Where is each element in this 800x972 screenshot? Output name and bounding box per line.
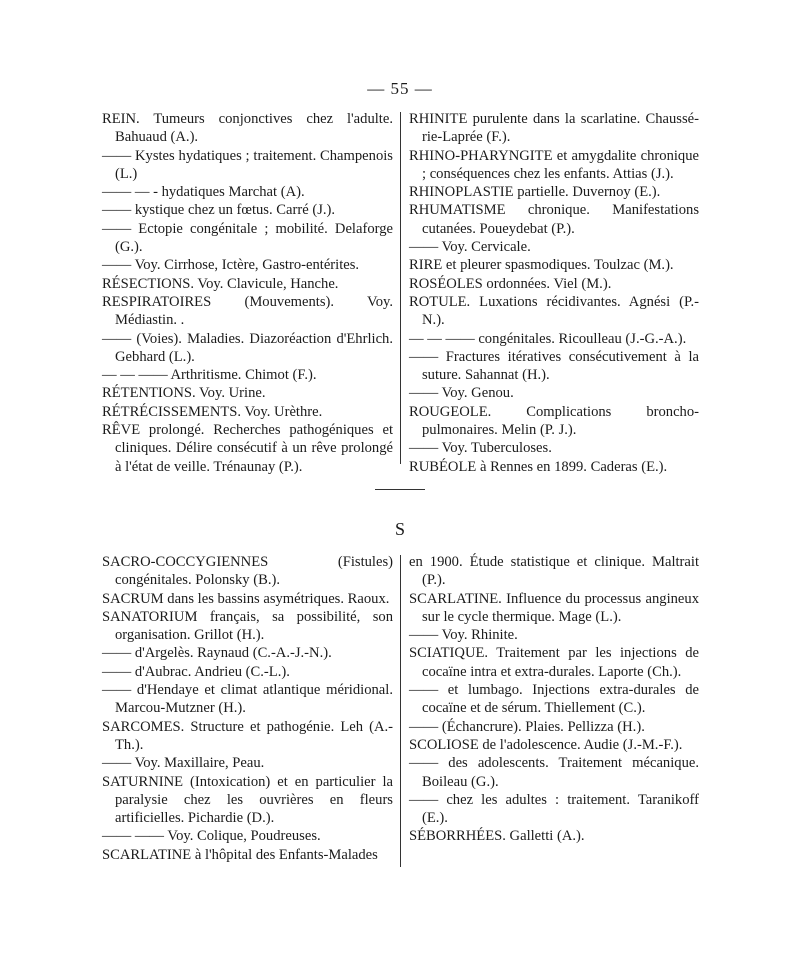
index-entry: —— Voy. Tuberculoses. bbox=[409, 440, 552, 457]
index-entry: — — —— Arthritisme. Chimot (F.). bbox=[102, 367, 317, 384]
index-entry: RHINITE purulente dans la scarlatine. Chaussé-rie-Laprée (F.). bbox=[409, 111, 699, 146]
index-entry: SCARLATINE. Influence du processus angineux sur le cycle thermique. Mage (L.). bbox=[409, 590, 699, 625]
index-entry: SANATORIUM français, sa possibilité, son organisation. Grillot (H.). bbox=[102, 608, 393, 644]
index-entry: REIN. Tumeurs conjonctives chez l'adulte. Bahuaud (A.). bbox=[102, 111, 393, 146]
index-entry: SCIATIQUE. Traitement par les injections de cocaïne intra et extra-durales. Laporte (Ch.). bbox=[409, 645, 699, 680]
index-entry: RIRE et pleurer spasmodiques. Toulzac (M.). bbox=[409, 257, 674, 274]
index-entry: RUBÉOLE à Rennes en 1899. Caderas (E.). bbox=[409, 458, 668, 475]
index-entry: —— d'Aubrac. Andrieu (C.-L.). bbox=[102, 663, 290, 680]
index-entry: —— d'Hendaye et climat atlantique méridional. Marcou-Mutzner (H.). bbox=[102, 682, 393, 717]
index-entry: RÉTENTIONS. Voy. Urine. bbox=[102, 385, 266, 402]
section-r-right-column bbox=[409, 110, 699, 476]
index-entry: —— —— Voy. Colique, Poudreuses. bbox=[102, 828, 321, 845]
index-entry: RESPIRATOIRES (Mouvements). Voy. Médiastin. . bbox=[102, 293, 393, 329]
section-letter: S bbox=[394, 519, 405, 539]
page-number: — 55 — bbox=[367, 79, 433, 98]
index-entry: SÉBORRHÉES. Galletti (A.). bbox=[409, 828, 585, 845]
index-entry: —— Voy. Maxillaire, Peau. bbox=[102, 755, 265, 772]
section-r-left-column bbox=[102, 110, 393, 476]
index-entry: —— Voy. Cirrhose, Ictère, Gastro-entérites. bbox=[102, 257, 360, 274]
index-entry: —— (Échancrure). Plaies. Pellizza (H.). bbox=[409, 718, 645, 735]
index-entry: ROSÉOLES ordonnées. Viel (M.). bbox=[409, 275, 612, 292]
index-entry: —— — - hydatiques Marchat (A). bbox=[102, 184, 305, 201]
index-entry: —— et lumbago. Injections extra-durales de cocaïne et de sérum. Thiellement (C.). bbox=[409, 682, 699, 717]
index-entry: SCARLATINE à l'hôpital des Enfants-Malades bbox=[102, 846, 378, 863]
index-entry: RHUMATISME chronique. Manifestations cutanées. Poueydebat (P.). bbox=[409, 202, 699, 237]
index-entry: —— (Voies). Maladies. Diazoréaction d'Ehrlich. Gebhard (L.). bbox=[102, 330, 393, 365]
index-entry: SARCOMES. Structure et pathogénie. Leh (A.-Th.). bbox=[102, 718, 393, 753]
index-entry: —— kystique chez un fœtus. Carré (J.). bbox=[102, 202, 336, 219]
index-entry: — — —— congénitales. Ricoulleau (J.-G.-A.). bbox=[409, 330, 687, 347]
index-entry: —— des adolescents. Traitement mécanique. Boileau (G.). bbox=[409, 755, 699, 790]
column-divider bbox=[400, 555, 401, 867]
index-entry: —— Ectopie congénitale ; mobilité. Delaforge (G.). bbox=[102, 220, 393, 256]
index-entry: RÉSECTIONS. Voy. Clavicule, Hanche. bbox=[102, 275, 339, 292]
index-entry: RÊVE prolongé. Recherches pathogéniques et cliniques. Délire consécutif à un rêve prolongé à l'état de veille. Trénaunay (P.). bbox=[102, 422, 393, 475]
index-entry: —— Kystes hydatiques ; traitement. Champenois (L.) bbox=[102, 147, 393, 182]
index-entry: ROUGEOLE. Complications broncho-pulmonaires. Melin (P. J.). bbox=[409, 403, 699, 439]
section-s-left-column bbox=[102, 553, 393, 864]
index-entry: —— Fractures itératives consécutivement à la suture. Sahannat (H.). bbox=[409, 348, 699, 384]
index-entry: ROTULE. Luxations récidivantes. Agnési (P.-N.). bbox=[409, 293, 699, 329]
index-entry: en 1900. Étude statistique et clinique. Maltrait (P.). bbox=[409, 554, 699, 589]
index-entry: RHINO-PHARYNGITE et amygdalite chronique ; conséquences chez les enfants. Attias (J.). bbox=[409, 147, 699, 182]
index-entry: —— Voy. Genou. bbox=[409, 385, 514, 402]
section-s-right-column bbox=[409, 553, 699, 846]
index-entry: —— chez les adultes : traitement. Taranikoff (E.). bbox=[409, 791, 699, 827]
index-entry: —— d'Argelès. Raynaud (C.-A.-J.-N.). bbox=[102, 645, 332, 662]
index-entry: SATURNINE (Intoxication) et en particulier la paralysie chez les ouvrières en fleurs artificielles. Pichardie (D.). bbox=[102, 773, 393, 827]
index-entry: RÉTRÉCISSEMENTS. Voy. Urèthre. bbox=[102, 403, 323, 420]
index-entry: SCOLIOSE de l'adolescence. Audie (J.-M.-F.). bbox=[409, 736, 683, 753]
column-divider bbox=[400, 112, 401, 464]
index-entry: SACRUM dans les bassins asymétriques. Raoux. bbox=[102, 590, 390, 607]
section-rule bbox=[375, 489, 425, 490]
index-entry: SACRO-COCCYGIENNES (Fistules) congénitales. Polonsky (B.). bbox=[102, 554, 393, 589]
index-entry: RHINOPLASTIE partielle. Duvernoy (E.). bbox=[409, 184, 661, 201]
index-entry: —— Voy. Cervicale. bbox=[409, 239, 531, 256]
index-entry: —— Voy. Rhinite. bbox=[409, 627, 518, 644]
